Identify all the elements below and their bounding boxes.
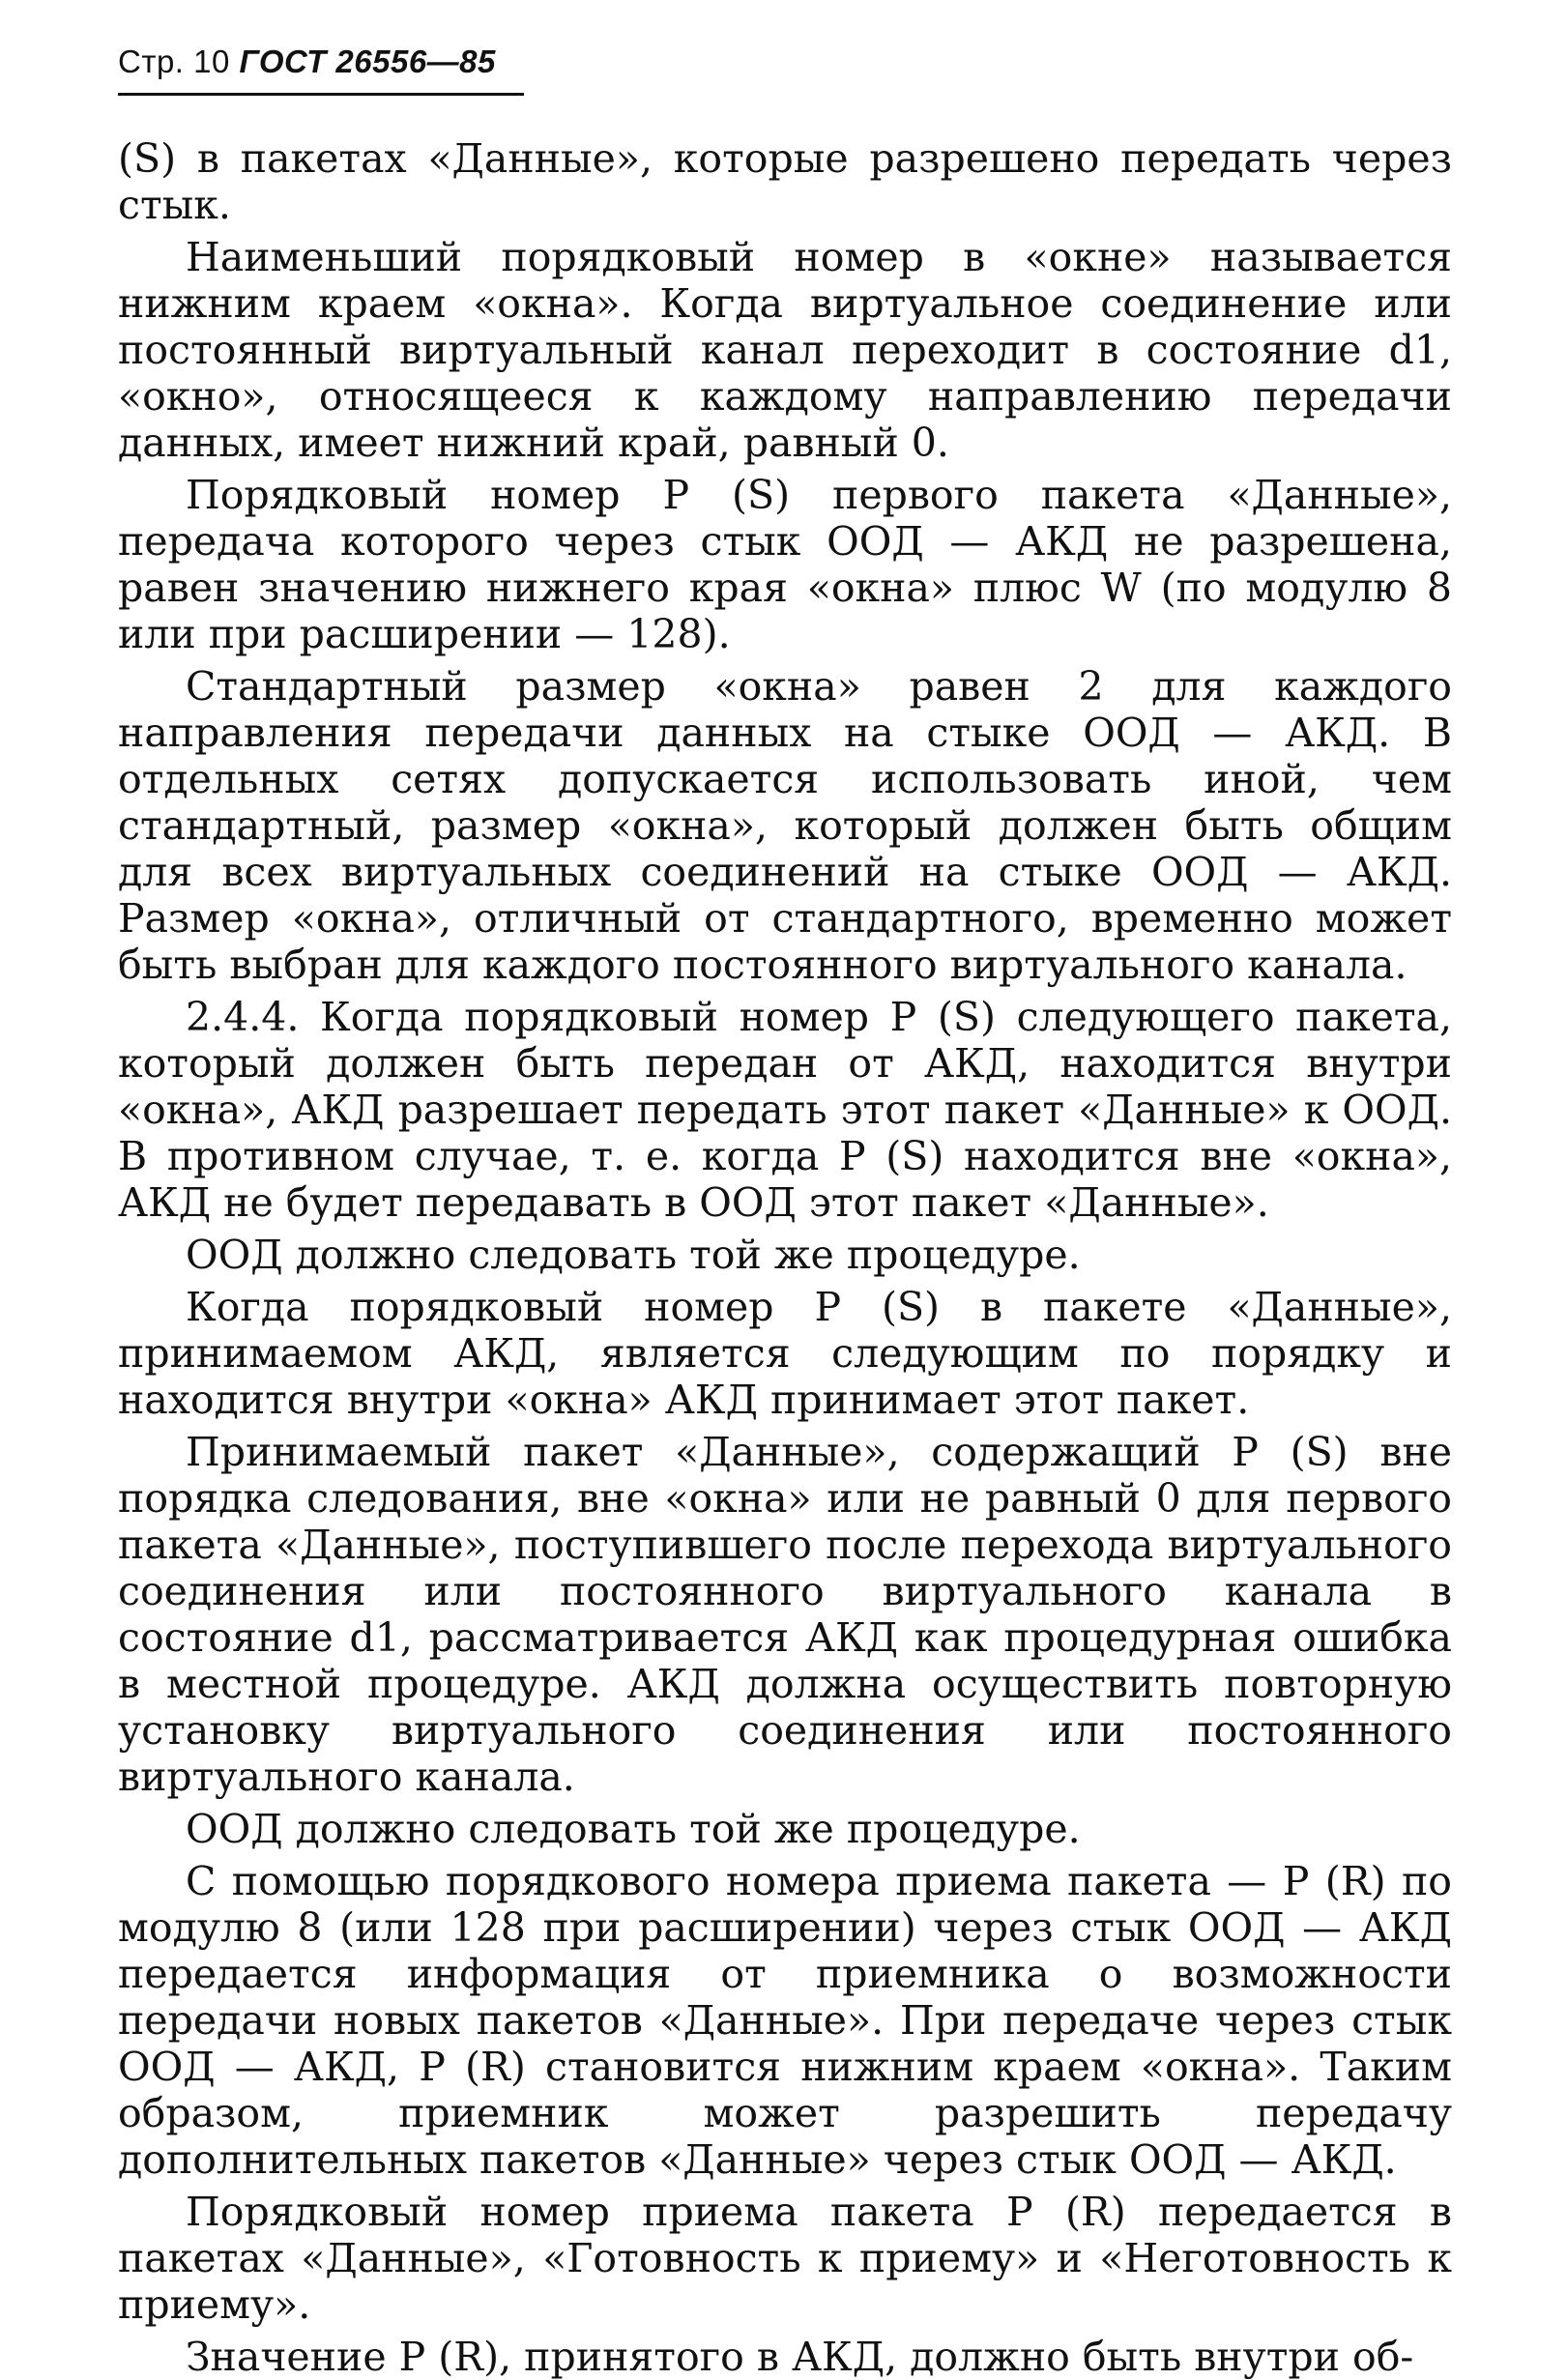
standard-number: ГОСТ 26556—85	[239, 44, 496, 79]
page-number-label: Стр. 10	[118, 44, 230, 79]
paragraph-receive-sequence-number: С помощью порядкового номера приема пакета — Р (R) по модулю 8 (или 128 при расширении) через стык ООД — АКД передается информация от приемника о возможности передачи новых пакетов «Данные». При передаче через стык ООД — АКД, Р (R) становится нижним краем «окна». Таким образом, приемник может разрешить передачу дополнительных пакетов «Данные» через стык ООД — АКД.	[118, 1858, 1452, 2183]
document-body	[118, 135, 1452, 2380]
paragraph-pr-value: Значение Р (R), принятого в АКД, должно быть внутри об-	[186, 2334, 1414, 2380]
paragraph-dte-same-procedure-1: ООД должно следовать той же процедуре.	[186, 1232, 1081, 1278]
page-header	[118, 43, 524, 81]
header-divider	[118, 93, 524, 96]
paragraph-pr-transmitted: Порядковый номер приема пакета Р (R) передается в пакетах «Данные», «Готовность к приему» и «Неготовность к приему».	[118, 2189, 1452, 2328]
paragraph-receive-in-window: Когда порядковый номер Р (S) в пакете «Данные», принимаемом АКД, является следующим по порядку и находится внутри «окна» АКД принимает этот пакет.	[118, 1284, 1452, 1423]
paragraph-continuation: (S) в пакетах «Данные», которые разрешено передать через стык.	[118, 135, 1452, 228]
paragraph-standard-window-size: Стандартный размер «окна» равен 2 для каждого направления передачи данных на стыке ООД — АКД. В отдельных сетях допускается использовать иной, чем стандартный, размер «окна», который должен быть общим для всех виртуальных соединений на стыке ООД — АКД. Размер «окна», отличный от стандартного, временно может быть выбран для каждого постоянного виртуального канала.	[118, 663, 1452, 988]
paragraph-section-2-4-4: 2.4.4. Когда порядковый номер Р (S) следующего пакета, который должен быть передан от АКД, находится внутри «окна», АКД разрешает передать этот пакет «Данные» к ООД. В противном случае, т. е. когда Р (S) находится вне «окна», АКД не будет передавать в ООД этот пакет «Данные».	[118, 994, 1452, 1226]
paragraph-procedure-error: Принимаемый пакет «Данные», содержащий Р (S) вне порядка следования, вне «окна» или не равный 0 для первого пакета «Данные», поступившего после перехода виртуального соединения или постоянного виртуального канала в состояние d1, рассматривается АКД как процедурная ошибка в местной процедуре. АКД должна осуществить повторную установку виртуального соединения или постоянного виртуального канала.	[118, 1429, 1452, 1800]
paragraph-dte-same-procedure-2: ООД должно следовать той же процедуре.	[186, 1806, 1081, 1852]
paragraph-window-lower-edge: Наименьший порядковый номер в «окне» называется нижним краем «окна». Когда виртуальное соединение или постоянный виртуальный канал переходит в состояние d1, «окно», относящееся к каждому направлению передачи данных, имеет нижний край, равный 0.	[118, 234, 1452, 466]
paragraph-first-blocked-packet: Порядковый номер Р (S) первого пакета «Данные», передача которого через стык ООД — АКД не разрешена, равен значению нижнего края «окна» плюс W (по модулю 8 или при расширении — 128).	[118, 472, 1452, 657]
